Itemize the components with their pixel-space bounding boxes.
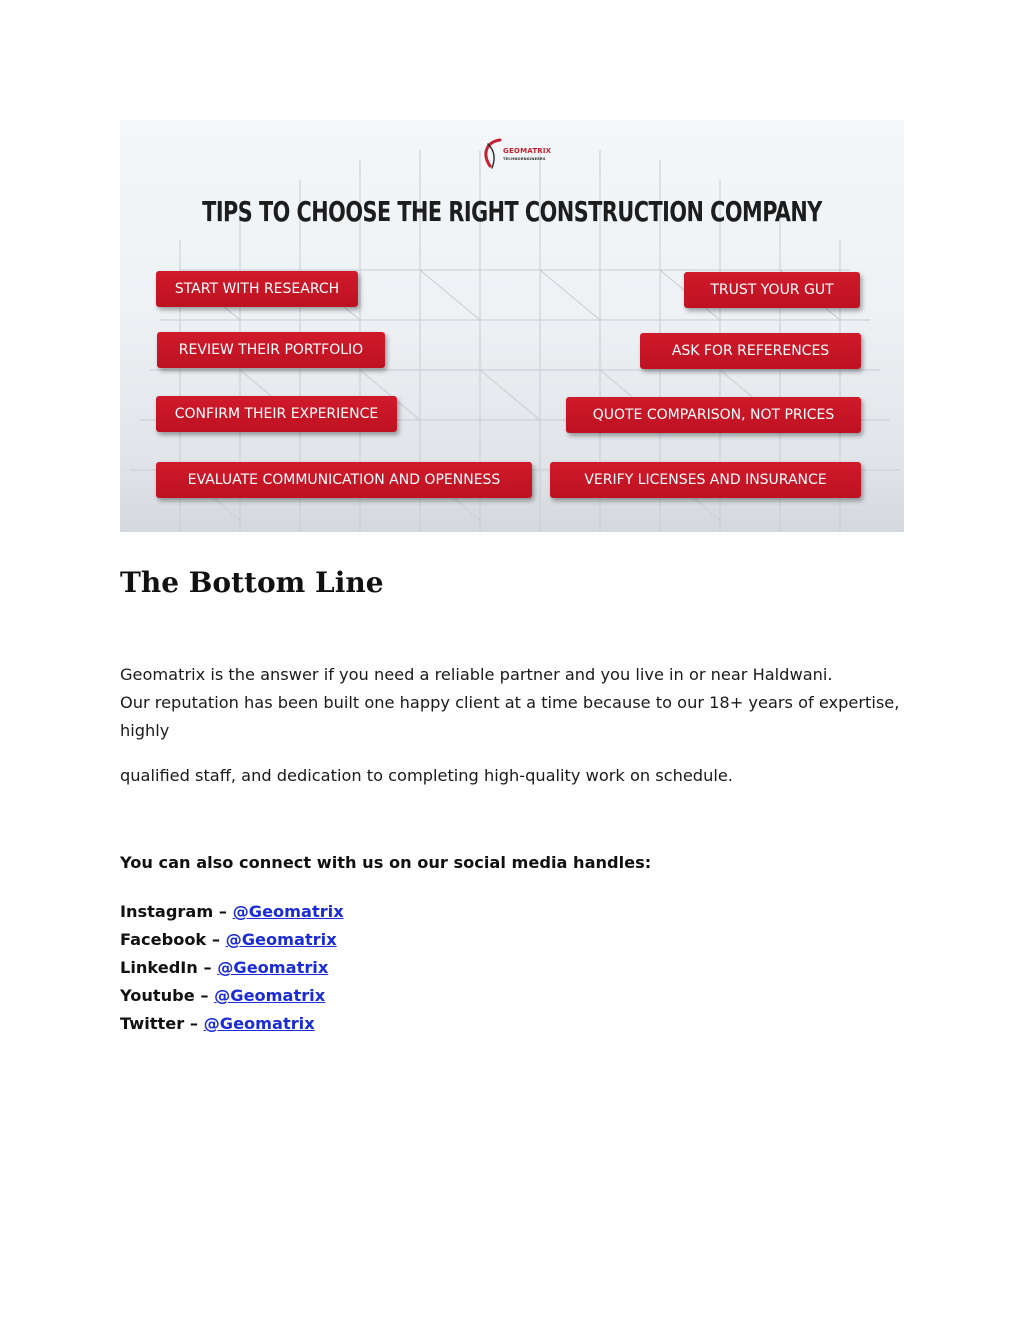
twitter-handle-link[interactable]: @Geomatrix (203, 1014, 315, 1033)
social-separator: – (206, 930, 226, 949)
social-item-instagram (120, 898, 344, 926)
tips-banner-image (120, 120, 904, 532)
tip-quote-comparison: QUOTE COMPARISON, NOT PRICES (566, 397, 861, 433)
linkedin-handle-link[interactable]: @Geomatrix (217, 958, 329, 977)
social-platform-label: LinkedIn (120, 958, 198, 977)
paragraph-intro (120, 661, 910, 745)
social-links-list (120, 898, 344, 1038)
social-platform-label: Twitter (120, 1014, 185, 1033)
paragraph-intro-line-1: Geomatrix is the answer if you need a reliable partner and you live in or near Haldwani. (120, 665, 833, 684)
social-separator: – (194, 986, 215, 1005)
banner-title: TIPS TO CHOOSE THE RIGHT CONSTRUCTION COMPANY (202, 196, 822, 228)
tip-ask-for-references: ASK FOR REFERENCES (640, 333, 861, 369)
section-heading: The Bottom Line (120, 566, 384, 599)
paragraph-qualified-staff: qualified staff, and dedication to completing high-quality work on schedule. (120, 766, 733, 785)
social-item-twitter (120, 1010, 344, 1038)
tip-confirm-experience: CONFIRM THEIR EXPERIENCE (156, 396, 397, 432)
logo-wordmark: GEOMATRIX (503, 147, 552, 155)
social-item-linkedin (120, 954, 344, 982)
social-platform-label: Instagram (120, 902, 214, 921)
social-platform-label: Youtube (120, 986, 195, 1005)
social-heading: You can also connect with us on our social media handles: (120, 853, 652, 872)
youtube-handle-link[interactable]: @Geomatrix (214, 986, 326, 1005)
social-platform-label: Facebook (120, 930, 207, 949)
social-item-facebook (120, 926, 344, 954)
social-separator: – (213, 902, 233, 921)
paragraph-intro-line-2: Our reputation has been built one happy client at a time because to our 18+ years of expertise, (120, 693, 900, 712)
logo-tagline: TECHNOENGINEERS (503, 157, 546, 161)
tip-evaluate-communication: EVALUATE COMMUNICATION AND OPENNESS (156, 462, 532, 498)
instagram-handle-link[interactable]: @Geomatrix (232, 902, 344, 921)
paragraph-intro-line-3: highly (120, 721, 170, 740)
social-item-youtube (120, 982, 344, 1010)
tip-start-with-research: START WITH RESEARCH (156, 271, 358, 307)
social-separator: – (184, 1014, 204, 1033)
tip-verify-licenses: VERIFY LICENSES AND INSURANCE (550, 462, 861, 498)
social-separator: – (197, 958, 218, 977)
tip-trust-your-gut: TRUST YOUR GUT (684, 272, 860, 308)
facebook-handle-link[interactable]: @Geomatrix (225, 930, 337, 949)
tip-review-portfolio: REVIEW THEIR PORTFOLIO (157, 332, 385, 368)
geomatrix-logo (480, 134, 550, 174)
